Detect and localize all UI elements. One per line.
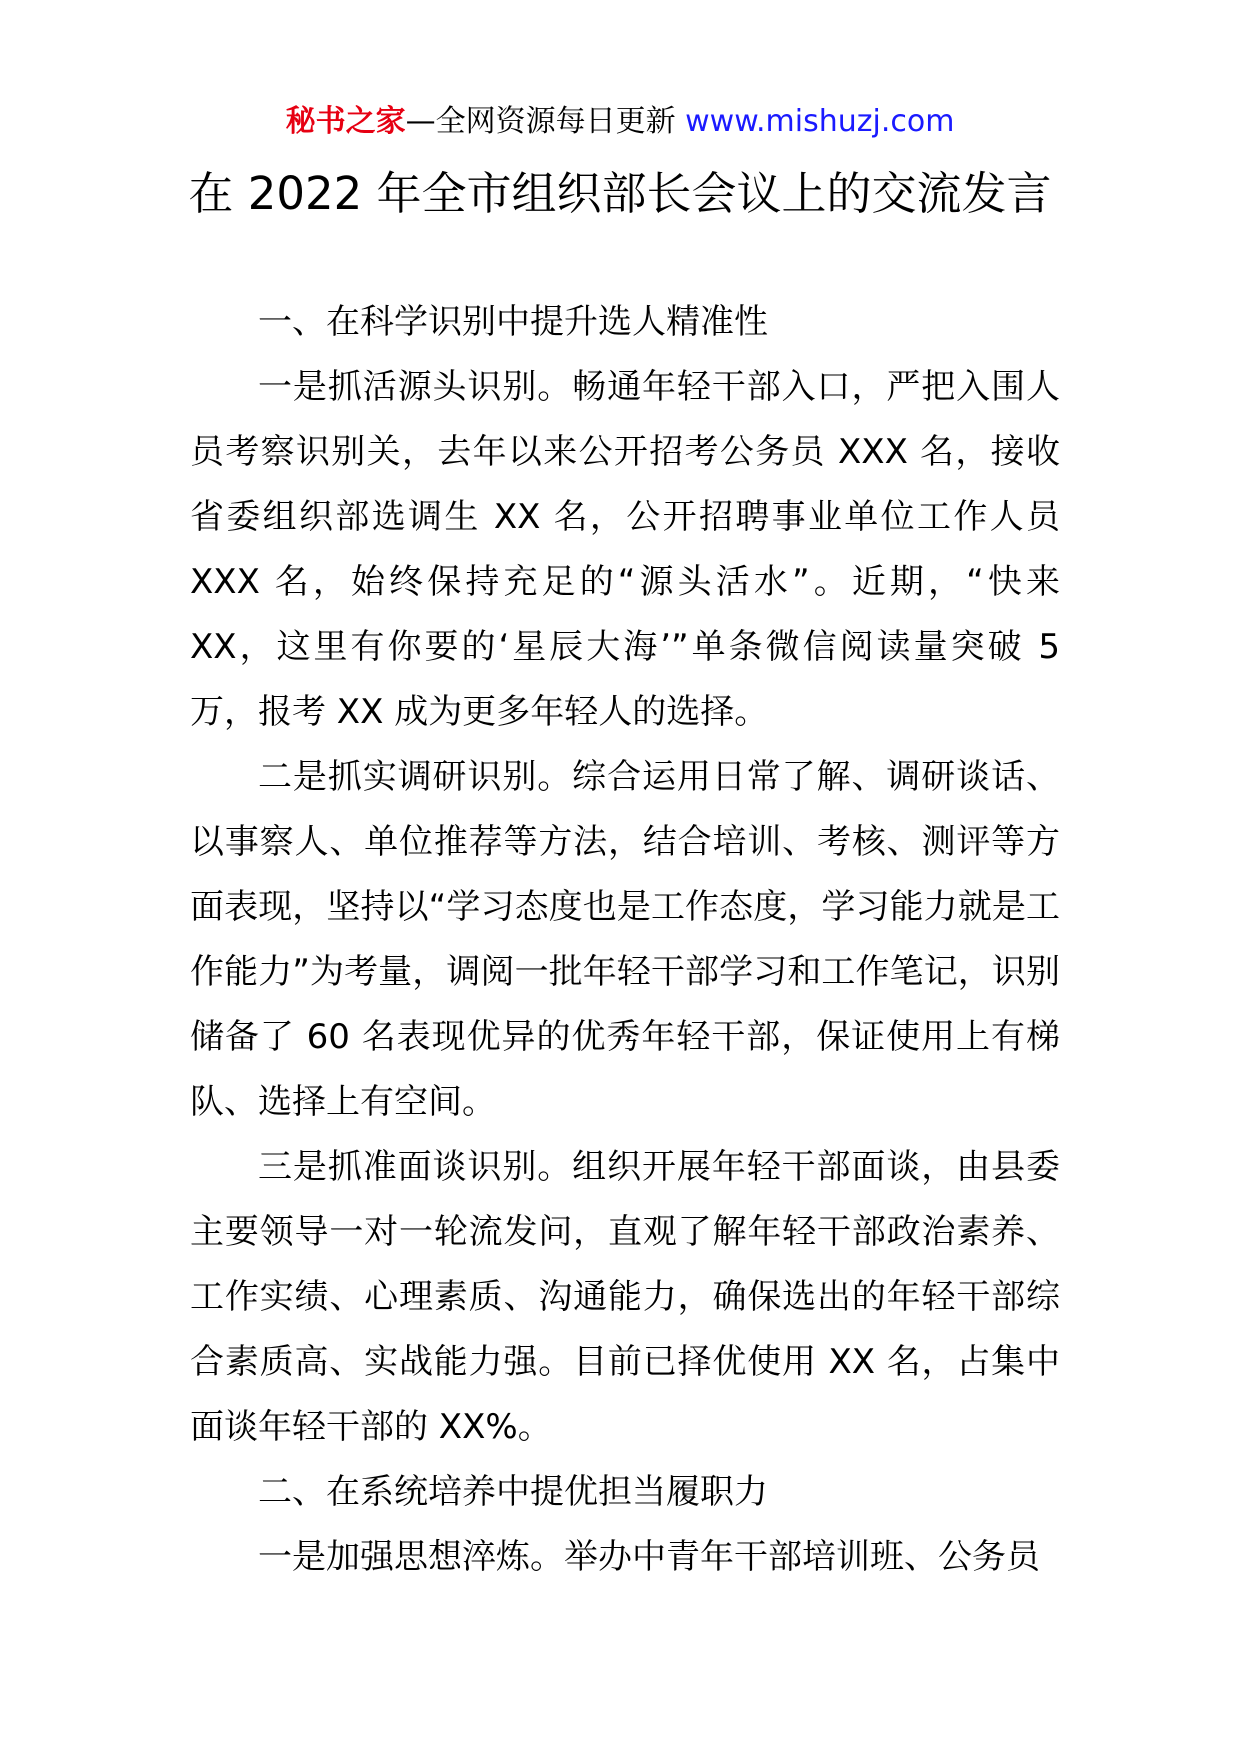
brand-name: 秘书之家	[285, 104, 406, 139]
paragraph: 一是抓活源头识别。畅通年轻干部入口，严把入围人员考察识别关，去年以来公开招考公务员 XXX 名，接收省委组织部选调生 XX 名，公开招聘事业单位工作人员 XXX 名，始终保持充足的“源头活水”。近期，“快来 XX，这里有你要的‘星辰大海’”单条微信阅读量突破 5 万，报考 XX 成为更多年轻人的选择。	[190, 367, 1060, 732]
document-title: 在 2022 年全市组织部长会议上的交流发言	[188, 167, 1052, 220]
banner-tagline: —全网资源每日更新	[405, 104, 686, 139]
section-heading-1: 一、在科学识别中提升选人精准性	[258, 302, 768, 342]
paragraph: 二是抓实调研识别。综合运用日常了解、调研谈话、以事察人、单位推荐等方法，结合培训、考核、测评等方面表现，坚持以“学习态度也是工作态度，学习能力就是工作能力”为考量，调阅一批年轻干部学习和工作笔记，识别储备了 60 名表现优异的优秀年轻干部，保证使用上有梯队、选择上有空间。	[190, 757, 1060, 1122]
paragraph: 三是抓准面谈识别。组织开展年轻干部面谈，由县委主要领导一对一轮流发问，直观了解年轻干部政治素养、工作实绩、心理素质、沟通能力，确保选出的年轻干部综合素质高、实战能力强。目前已择优使用 XX 名，占集中面谈年轻干部的 XX%。	[190, 1147, 1060, 1447]
site-banner	[0, 100, 1240, 144]
document-body	[190, 290, 1060, 1590]
site-url-link[interactable]: www.mishuzj.com	[685, 104, 955, 139]
paragraph: 一是加强思想淬炼。举办中青年干部培训班、公务员	[258, 1537, 1040, 1577]
section-heading-2: 二、在系统培养中提优担当履职力	[258, 1472, 768, 1512]
